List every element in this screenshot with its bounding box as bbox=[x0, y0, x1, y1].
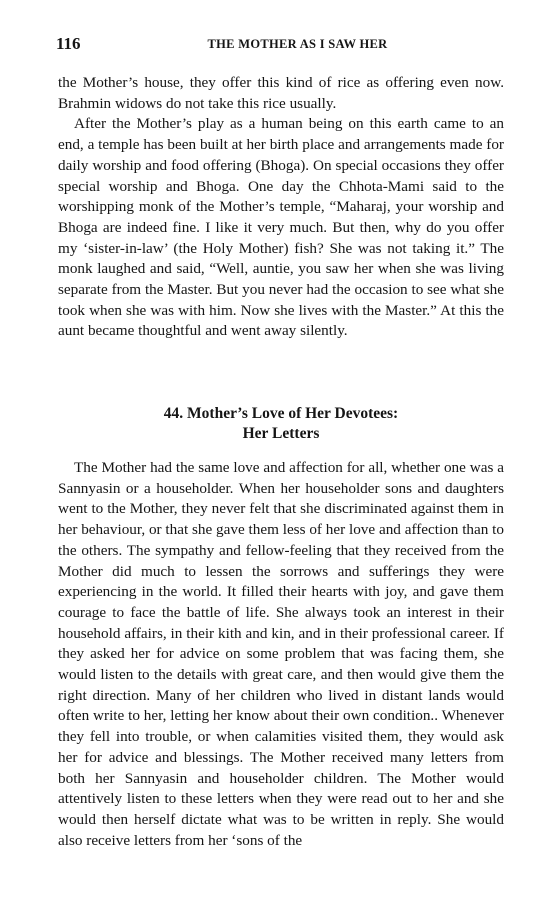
page-number: 116 bbox=[56, 34, 81, 53]
paragraph-continuation: the Mother’s house, they offer this kind of rice as offering even now. Brahmin widows do not take this rice usually. bbox=[58, 74, 504, 112]
text-block-top bbox=[58, 73, 504, 342]
paragraph-love: The Mother had the same love and affection for all, whether one was a Sannyasin or a householder. When her householder sons and daughters went to the Mother, they never felt that she discriminated against them in her behaviour, or that she gave them less of her love and affection than to the others. The sympathy and fellow-feeling that they received from the Mother did much to lessen the sorrows and sufferings they were experiencing in the world. It filled their hearts with joy, and gave them courage to face the battle of life. She always took an interest in their household affairs, in their kith and kin, and in their professional career. If they asked her for advice on some problem that was facing them, she would listen to the details with great care, and then would give them the right direction. Many of her children who lived in distant lands would often write to her, letting her know about their own condition.. Whenever they fell into trouble, or when calamities visited them, they would ask her for advice and blessings. The Mother received many letters from both her Sannyasin and householder children. The Mother would attentively listen to these letters when they were read out to her and she would then herself dictate what was to be written in reply. She would also receive letters from her ‘sons of the bbox=[58, 459, 504, 849]
section-heading-line1: 44. Mother’s Love of Her Devotees: bbox=[163, 405, 399, 422]
section-heading bbox=[58, 404, 504, 444]
running-header bbox=[56, 34, 499, 54]
paragraph-temple: After the Mother’s play as a human being on this earth came to an end, a temple has been built at her birth place and arrangements made for daily worship and food offering (Bhoga). On special occasions they offer special worship and Bhoga. One day the Chhota-Mami said to the worshipping monk of the Mother’s temple, “Maharaj, your worship and Bhoga are indeed fine. I like it very much. But then, why do you offer my ‘sister-in-law’ (the Holy Mother) fish? She was not taking it.” The monk laughed and said, “Well, auntie, you saw her when she was living separate from the Master. But you never had the occasion to see what she took when she was with him. Now she lives with the Master.” At this the aunt became thoughtful and went away silently. bbox=[58, 115, 504, 340]
book-title: THE MOTHER AS I SAW HER bbox=[207, 37, 388, 51]
text-block-bottom bbox=[58, 458, 504, 851]
section-heading-line2: Her Letters bbox=[242, 425, 320, 442]
